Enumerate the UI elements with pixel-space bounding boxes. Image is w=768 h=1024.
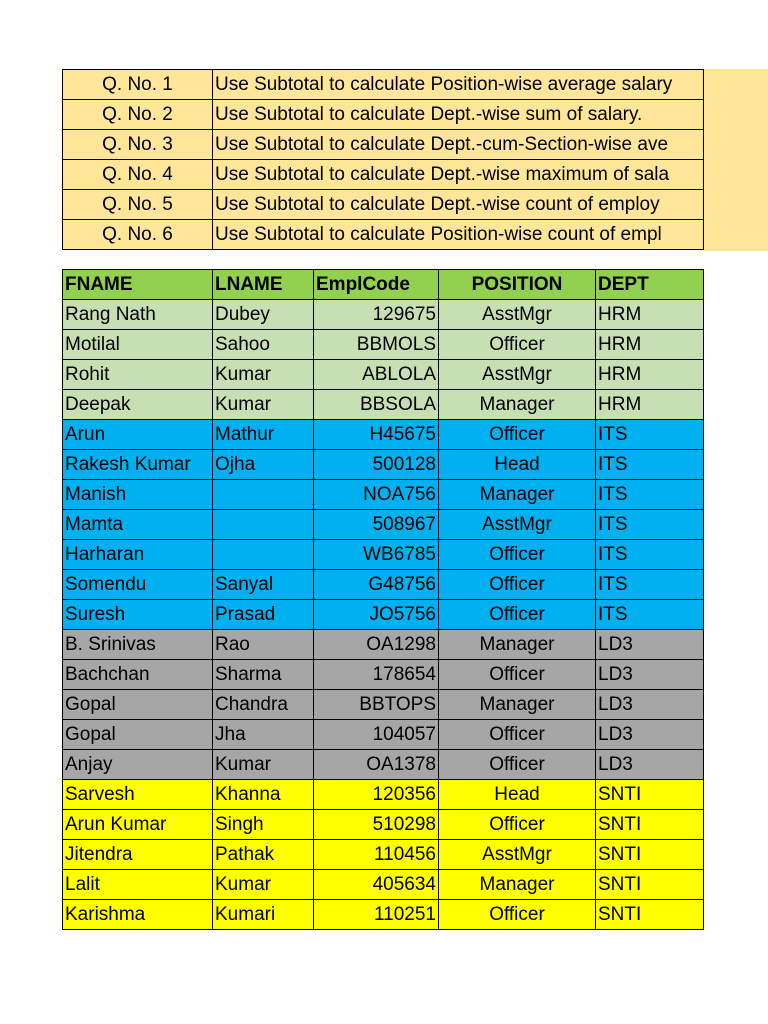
position-cell[interactable]: AsstMgr — [439, 360, 596, 390]
fname-cell[interactable]: Anjay — [63, 750, 213, 780]
table-row — [63, 570, 704, 600]
table-row — [63, 330, 704, 360]
fname-cell[interactable]: Karishma — [63, 900, 213, 930]
lname-cell[interactable]: Khanna — [213, 780, 314, 810]
fname-cell[interactable]: Gopal — [63, 720, 213, 750]
question-number-cell[interactable]: Q. No. 2 — [63, 100, 213, 130]
emplcode-cell[interactable]: 500128 — [314, 450, 439, 480]
fname-cell[interactable]: Arun Kumar — [63, 810, 213, 840]
position-cell[interactable]: Head — [439, 450, 596, 480]
position-cell[interactable]: Manager — [439, 630, 596, 660]
dept-cell[interactable]: SNTI — [596, 780, 704, 810]
emplcode-cell[interactable]: 110251 — [314, 900, 439, 930]
emplcode-cell[interactable]: 178654 — [314, 660, 439, 690]
fname-cell[interactable]: Suresh — [63, 600, 213, 630]
question-number-cell[interactable]: Q. No. 6 — [63, 220, 213, 250]
position-cell[interactable]: Officer — [439, 660, 596, 690]
question-text-cell[interactable]: Use Subtotal to calculate Position-wise average salary — [213, 70, 704, 100]
emplcode-cell[interactable]: 104057 — [314, 720, 439, 750]
dept-cell[interactable]: SNTI — [596, 900, 704, 930]
position-cell[interactable]: Manager — [439, 390, 596, 420]
table-row — [63, 900, 704, 930]
fname-cell[interactable]: Rakesh Kumar — [63, 450, 213, 480]
lname-cell[interactable] — [213, 540, 314, 570]
dept-cell[interactable]: HRM — [596, 330, 704, 360]
question-row — [63, 130, 704, 160]
emplcode-cell[interactable]: 405634 — [314, 870, 439, 900]
question-text-cell[interactable]: Use Subtotal to calculate Dept.-cum-Section-wise ave — [213, 130, 704, 160]
position-cell[interactable]: Head — [439, 780, 596, 810]
lname-cell[interactable]: Mathur — [213, 420, 314, 450]
lname-cell[interactable]: Sahoo — [213, 330, 314, 360]
lname-cell[interactable] — [213, 480, 314, 510]
question-number-cell[interactable]: Q. No. 1 — [63, 70, 213, 100]
lname-cell[interactable]: Kumar — [213, 390, 314, 420]
position-cell[interactable]: AsstMgr — [439, 510, 596, 540]
header-fname[interactable]: FNAME — [63, 270, 213, 300]
dept-cell[interactable]: ITS — [596, 420, 704, 450]
lname-cell[interactable]: Kumar — [213, 870, 314, 900]
fname-cell[interactable]: Arun — [63, 420, 213, 450]
table-row — [63, 420, 704, 450]
question-row — [63, 220, 704, 250]
table-row — [63, 360, 704, 390]
lname-cell[interactable]: Kumar — [213, 750, 314, 780]
position-cell[interactable]: Officer — [439, 330, 596, 360]
fname-cell[interactable]: Mamta — [63, 510, 213, 540]
fname-cell[interactable]: Jitendra — [63, 840, 213, 870]
lname-cell[interactable] — [213, 510, 314, 540]
header-position[interactable]: POSITION — [439, 270, 596, 300]
fname-cell[interactable]: Rang Nath — [63, 300, 213, 330]
fname-cell[interactable]: Manish — [63, 480, 213, 510]
employee-table — [62, 269, 704, 930]
dept-cell[interactable]: LD3 — [596, 750, 704, 780]
position-cell[interactable]: Manager — [439, 690, 596, 720]
position-cell[interactable]: Manager — [439, 480, 596, 510]
position-cell[interactable]: Officer — [439, 540, 596, 570]
table-row — [63, 300, 704, 330]
fname-cell[interactable]: Motilal — [63, 330, 213, 360]
position-cell[interactable]: Officer — [439, 600, 596, 630]
table-row — [63, 660, 704, 690]
questions-table — [62, 69, 704, 250]
header-lname[interactable]: LNAME — [213, 270, 314, 300]
question-row — [63, 70, 704, 100]
lname-cell[interactable]: Pathak — [213, 840, 314, 870]
table-row — [63, 810, 704, 840]
header-emplcode[interactable]: EmplCode — [314, 270, 439, 300]
lname-cell[interactable]: Kumari — [213, 900, 314, 930]
lname-cell[interactable]: Chandra — [213, 690, 314, 720]
question-text-cell[interactable]: Use Subtotal to calculate Position-wise count of empl — [213, 220, 704, 250]
dept-cell[interactable]: LD3 — [596, 660, 704, 690]
table-row — [63, 510, 704, 540]
fname-cell[interactable]: Harharan — [63, 540, 213, 570]
emplcode-cell[interactable]: OA1378 — [314, 750, 439, 780]
fname-cell[interactable]: Rohit — [63, 360, 213, 390]
lname-cell[interactable]: Ojha — [213, 450, 314, 480]
dept-cell[interactable]: SNTI — [596, 810, 704, 840]
dept-cell[interactable]: LD3 — [596, 720, 704, 750]
emplcode-cell[interactable]: 510298 — [314, 810, 439, 840]
lname-cell[interactable]: Kumar — [213, 360, 314, 390]
dept-cell[interactable]: SNTI — [596, 840, 704, 870]
dept-cell[interactable]: ITS — [596, 600, 704, 630]
question-row — [63, 160, 704, 190]
emplcode-cell[interactable]: JO5756 — [314, 600, 439, 630]
table-row — [63, 600, 704, 630]
emplcode-cell[interactable]: 120356 — [314, 780, 439, 810]
emplcode-cell[interactable]: NOA756 — [314, 480, 439, 510]
position-cell[interactable]: Manager — [439, 870, 596, 900]
question-number-cell[interactable]: Q. No. 3 — [63, 130, 213, 160]
header-dept[interactable]: DEPT — [596, 270, 704, 300]
fname-cell[interactable]: Gopal — [63, 690, 213, 720]
position-cell[interactable]: Officer — [439, 810, 596, 840]
question-text-cell[interactable]: Use Subtotal to calculate Dept.-wise sum of salary. — [213, 100, 704, 130]
fname-cell[interactable]: Bachchan — [63, 660, 213, 690]
lname-cell[interactable]: Rao — [213, 630, 314, 660]
position-cell[interactable]: AsstMgr — [439, 300, 596, 330]
table-row — [63, 720, 704, 750]
dept-cell[interactable]: SNTI — [596, 870, 704, 900]
emplcode-cell[interactable]: ABLOLA — [314, 360, 439, 390]
dept-cell[interactable]: ITS — [596, 540, 704, 570]
fname-cell[interactable]: Deepak — [63, 390, 213, 420]
dept-cell[interactable]: HRM — [596, 390, 704, 420]
dept-cell[interactable]: LD3 — [596, 630, 704, 660]
emplcode-cell[interactable]: BBTOPS — [314, 690, 439, 720]
question-number-cell[interactable]: Q. No. 5 — [63, 190, 213, 220]
emplcode-cell[interactable]: H45675 — [314, 420, 439, 450]
emplcode-cell[interactable]: WB6785 — [314, 540, 439, 570]
table-row — [63, 750, 704, 780]
position-cell[interactable]: AsstMgr — [439, 840, 596, 870]
position-cell[interactable]: Officer — [439, 570, 596, 600]
fname-cell[interactable]: Somendu — [63, 570, 213, 600]
fname-cell[interactable]: B. Srinivas — [63, 630, 213, 660]
question-highlight-band — [703, 69, 768, 251]
lname-cell[interactable]: Prasad — [213, 600, 314, 630]
table-row — [63, 450, 704, 480]
question-text-cell[interactable]: Use Subtotal to calculate Dept.-wise count of employ — [213, 190, 704, 220]
dept-cell[interactable]: LD3 — [596, 690, 704, 720]
question-row — [63, 100, 704, 130]
table-row — [63, 840, 704, 870]
emplcode-cell[interactable]: G48756 — [314, 570, 439, 600]
dept-cell[interactable]: HRM — [596, 360, 704, 390]
position-cell[interactable]: Officer — [439, 750, 596, 780]
dept-cell[interactable]: ITS — [596, 510, 704, 540]
dept-cell[interactable]: ITS — [596, 570, 704, 600]
table-row — [63, 480, 704, 510]
lname-cell[interactable]: Sanyal — [213, 570, 314, 600]
lname-cell[interactable]: Singh — [213, 810, 314, 840]
emplcode-cell[interactable]: BBSOLA — [314, 390, 439, 420]
emplcode-cell[interactable]: BBMOLS — [314, 330, 439, 360]
question-text-cell[interactable]: Use Subtotal to calculate Dept.-wise maximum of sala — [213, 160, 704, 190]
lname-cell[interactable]: Dubey — [213, 300, 314, 330]
position-cell[interactable]: Officer — [439, 720, 596, 750]
table-row — [63, 780, 704, 810]
table-row — [63, 390, 704, 420]
question-row — [63, 190, 704, 220]
table-row — [63, 870, 704, 900]
emplcode-cell[interactable]: 110456 — [314, 840, 439, 870]
lname-cell[interactable]: Jha — [213, 720, 314, 750]
position-cell[interactable]: Officer — [439, 900, 596, 930]
emplcode-cell[interactable]: 508967 — [314, 510, 439, 540]
emplcode-cell[interactable]: OA1298 — [314, 630, 439, 660]
table-row — [63, 630, 704, 660]
header-row — [63, 270, 704, 300]
lname-cell[interactable]: Sharma — [213, 660, 314, 690]
table-row — [63, 690, 704, 720]
fname-cell[interactable]: Lalit — [63, 870, 213, 900]
emplcode-cell[interactable]: 129675 — [314, 300, 439, 330]
position-cell[interactable]: Officer — [439, 420, 596, 450]
fname-cell[interactable]: Sarvesh — [63, 780, 213, 810]
table-row — [63, 540, 704, 570]
dept-cell[interactable]: ITS — [596, 480, 704, 510]
dept-cell[interactable]: ITS — [596, 450, 704, 480]
dept-cell[interactable]: HRM — [596, 300, 704, 330]
question-number-cell[interactable]: Q. No. 4 — [63, 160, 213, 190]
